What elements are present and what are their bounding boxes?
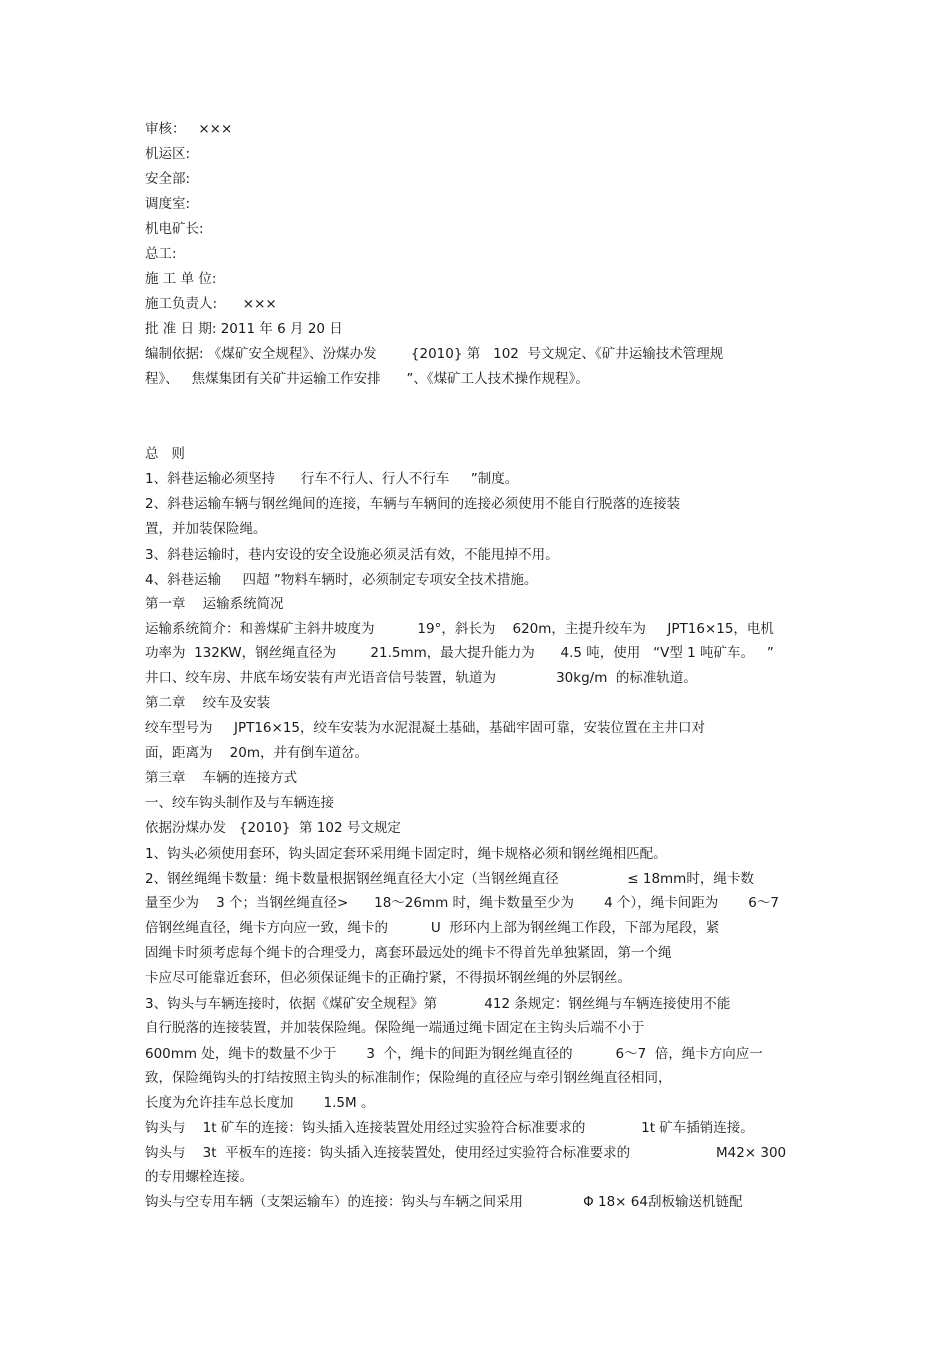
chapter2-line-2: 面，距离为 20m，并有倒车道岔。 <box>145 745 368 761</box>
chapter1-title: 第一章 运输系统简况 <box>145 596 284 612</box>
chapter3-p3-line-5: 长度为允许挂车总长度加 1.5M 。 <box>145 1095 375 1111</box>
chief-engineer-line: 总工: <box>145 246 177 262</box>
chapter3-p2-line-1: 2、钢丝绳绳卡数量：绳卡数量根据钢丝绳直径大小定（当钢丝绳直径 ≤ 18mm时，绳卡数 <box>145 871 754 887</box>
general-item-2-line-1: 2、斜巷运输车辆与钢丝绳间的连接，车辆与车辆间的连接必须使用不能自行脱落的连接装 <box>145 496 681 512</box>
general-item-3: 3、斜巷运输时，巷内安设的安全设施必须灵活有效，不能甩掉不用。 <box>145 547 559 563</box>
approval-date-line: 批 准 日 期: 2011 年 6 月 20 日 <box>145 321 343 337</box>
construction-lead-line: 施工负责人: ××× <box>145 296 277 312</box>
chapter3-p2-line-3: 倍钢丝绳直径，绳卡方向应一致，绳卡的 U 形环内上部为钢丝绳工作段，下部为尾段，紧 <box>145 920 720 936</box>
chapter3-p5-line-2: 的专用螺栓连接。 <box>145 1169 253 1185</box>
chapter3-p1: 1、钩头必须使用套环，钩头固定套环采用绳卡固定时，绳卡规格必须和钢丝绳相匹配。 <box>145 846 667 862</box>
chapter1-line-1: 运输系统简介：和善煤矿主斜井坡度为 19°，斜长为 620m，主提升绞车为 JPT16×15，电机 <box>145 621 774 637</box>
chapter3-p3-line-2: 自行脱落的连接装置，并加装保险绳。保险绳一端通过绳卡固定在主钩头后端不小于 <box>145 1020 645 1036</box>
safety-dept-line: 安全部: <box>145 171 191 187</box>
chapter3-p2-line-2: 量至少为 3 个；当钢丝绳直径> 18～26mm 时，绳卡数量至少为 4 个），绳卡间距为 6～7 <box>145 895 779 911</box>
chapter1-line-3: 井口、绞车房、井底车场安装有声光语音信号装置，轨道为 30kg/m 的标准轨道。 <box>145 670 697 686</box>
chapter3-section-1: 一、绞车钩头制作及与车辆连接 <box>145 795 334 811</box>
chapter3-p3-line-3: 600mm 处，绳卡的数量不少于 3 个，绳卡的间距为钢丝绳直径的 6～7 倍，绳卡方向应一 <box>145 1046 763 1062</box>
chapter3-p2-line-4: 固绳卡时须考虑每个绳卡的合理受力，离套环最远处的绳卡不得首先单独紧固，第一个绳 <box>145 945 672 961</box>
chapter2-title: 第二章 绞车及安装 <box>145 695 271 711</box>
basis-line-2: 程》、 焦煤集团有关矿井运输工作安排 ”、《煤矿工人技术操作规程》。 <box>145 371 589 387</box>
electromech-chief-line: 机电矿长: <box>145 221 204 237</box>
chapter1-line-2: 功率为 132KW，钢丝绳直径为 21.5mm，最大提升能力为 4.5 吨，使用 “V型 1 吨矿车。 ” <box>145 645 774 661</box>
chapter3-p3-line-1: 3、钩头与车辆连接时，依据《煤矿安全规程》第 412 条规定：钢丝绳与车辆连接使用不能 <box>145 996 731 1012</box>
general-title: 总 则 <box>145 446 185 462</box>
general-item-2-line-2: 置，并加装保险绳。 <box>145 521 267 537</box>
construction-unit-line: 施 工 单 位: <box>145 271 217 287</box>
chapter3-p5-line-1: 钩头与 3t 平板车的连接：钩头插入连接装置处，使用经过实验符合标准要求的 M42× 300 <box>145 1145 787 1161</box>
dispatch-room-line: 调度室: <box>145 196 191 212</box>
chapter3-p3-line-4: 致，保险绳钩头的打结按照主钩头的标准制作；保险绳的直径应与牵引钢丝绳直径相同， <box>145 1070 672 1086</box>
chapter3-basis: 依据汾煤办发 {2010} 第 102 号文规定 <box>145 820 401 836</box>
chapter3-p6: 钩头与空专用车辆（支架运输车）的连接：钩头与车辆之间采用 Φ 18× 64刮板输送机链配 <box>145 1194 743 1210</box>
basis-line-1: 编制依据: 《煤矿安全规程》、汾煤办发 {2010} 第 102 号文规定、《矿井运输技术管理规 <box>145 346 724 362</box>
chapter2-line-1: 绞车型号为 JPT16×15，绞车安装为水泥混凝土基础，基础牢固可靠，安装位置在主井口对 <box>145 720 705 736</box>
chapter3-p2-line-5: 卡应尽可能靠近套环，但必须保证绳卡的正确拧紧，不得损坏钢丝绳的外层钢丝。 <box>145 970 631 986</box>
reviewer-line: 审核： ××× <box>145 121 233 137</box>
general-item-1: 1、斜巷运输必须坚持 行车不行人、行人不行车 ”制度。 <box>145 471 519 487</box>
mechanical-transport-line: 机运区: <box>145 146 191 162</box>
general-item-4: 4、斜巷运输 四超 ”物料车辆时，必须制定专项安全技术措施。 <box>145 572 538 588</box>
chapter3-title: 第三章 车辆的连接方式 <box>145 770 298 786</box>
chapter3-p4: 钩头与 1t 矿车的连接：钩头插入连接装置处用经过实验符合标准要求的 1t 矿车插销连接。 <box>145 1120 754 1136</box>
